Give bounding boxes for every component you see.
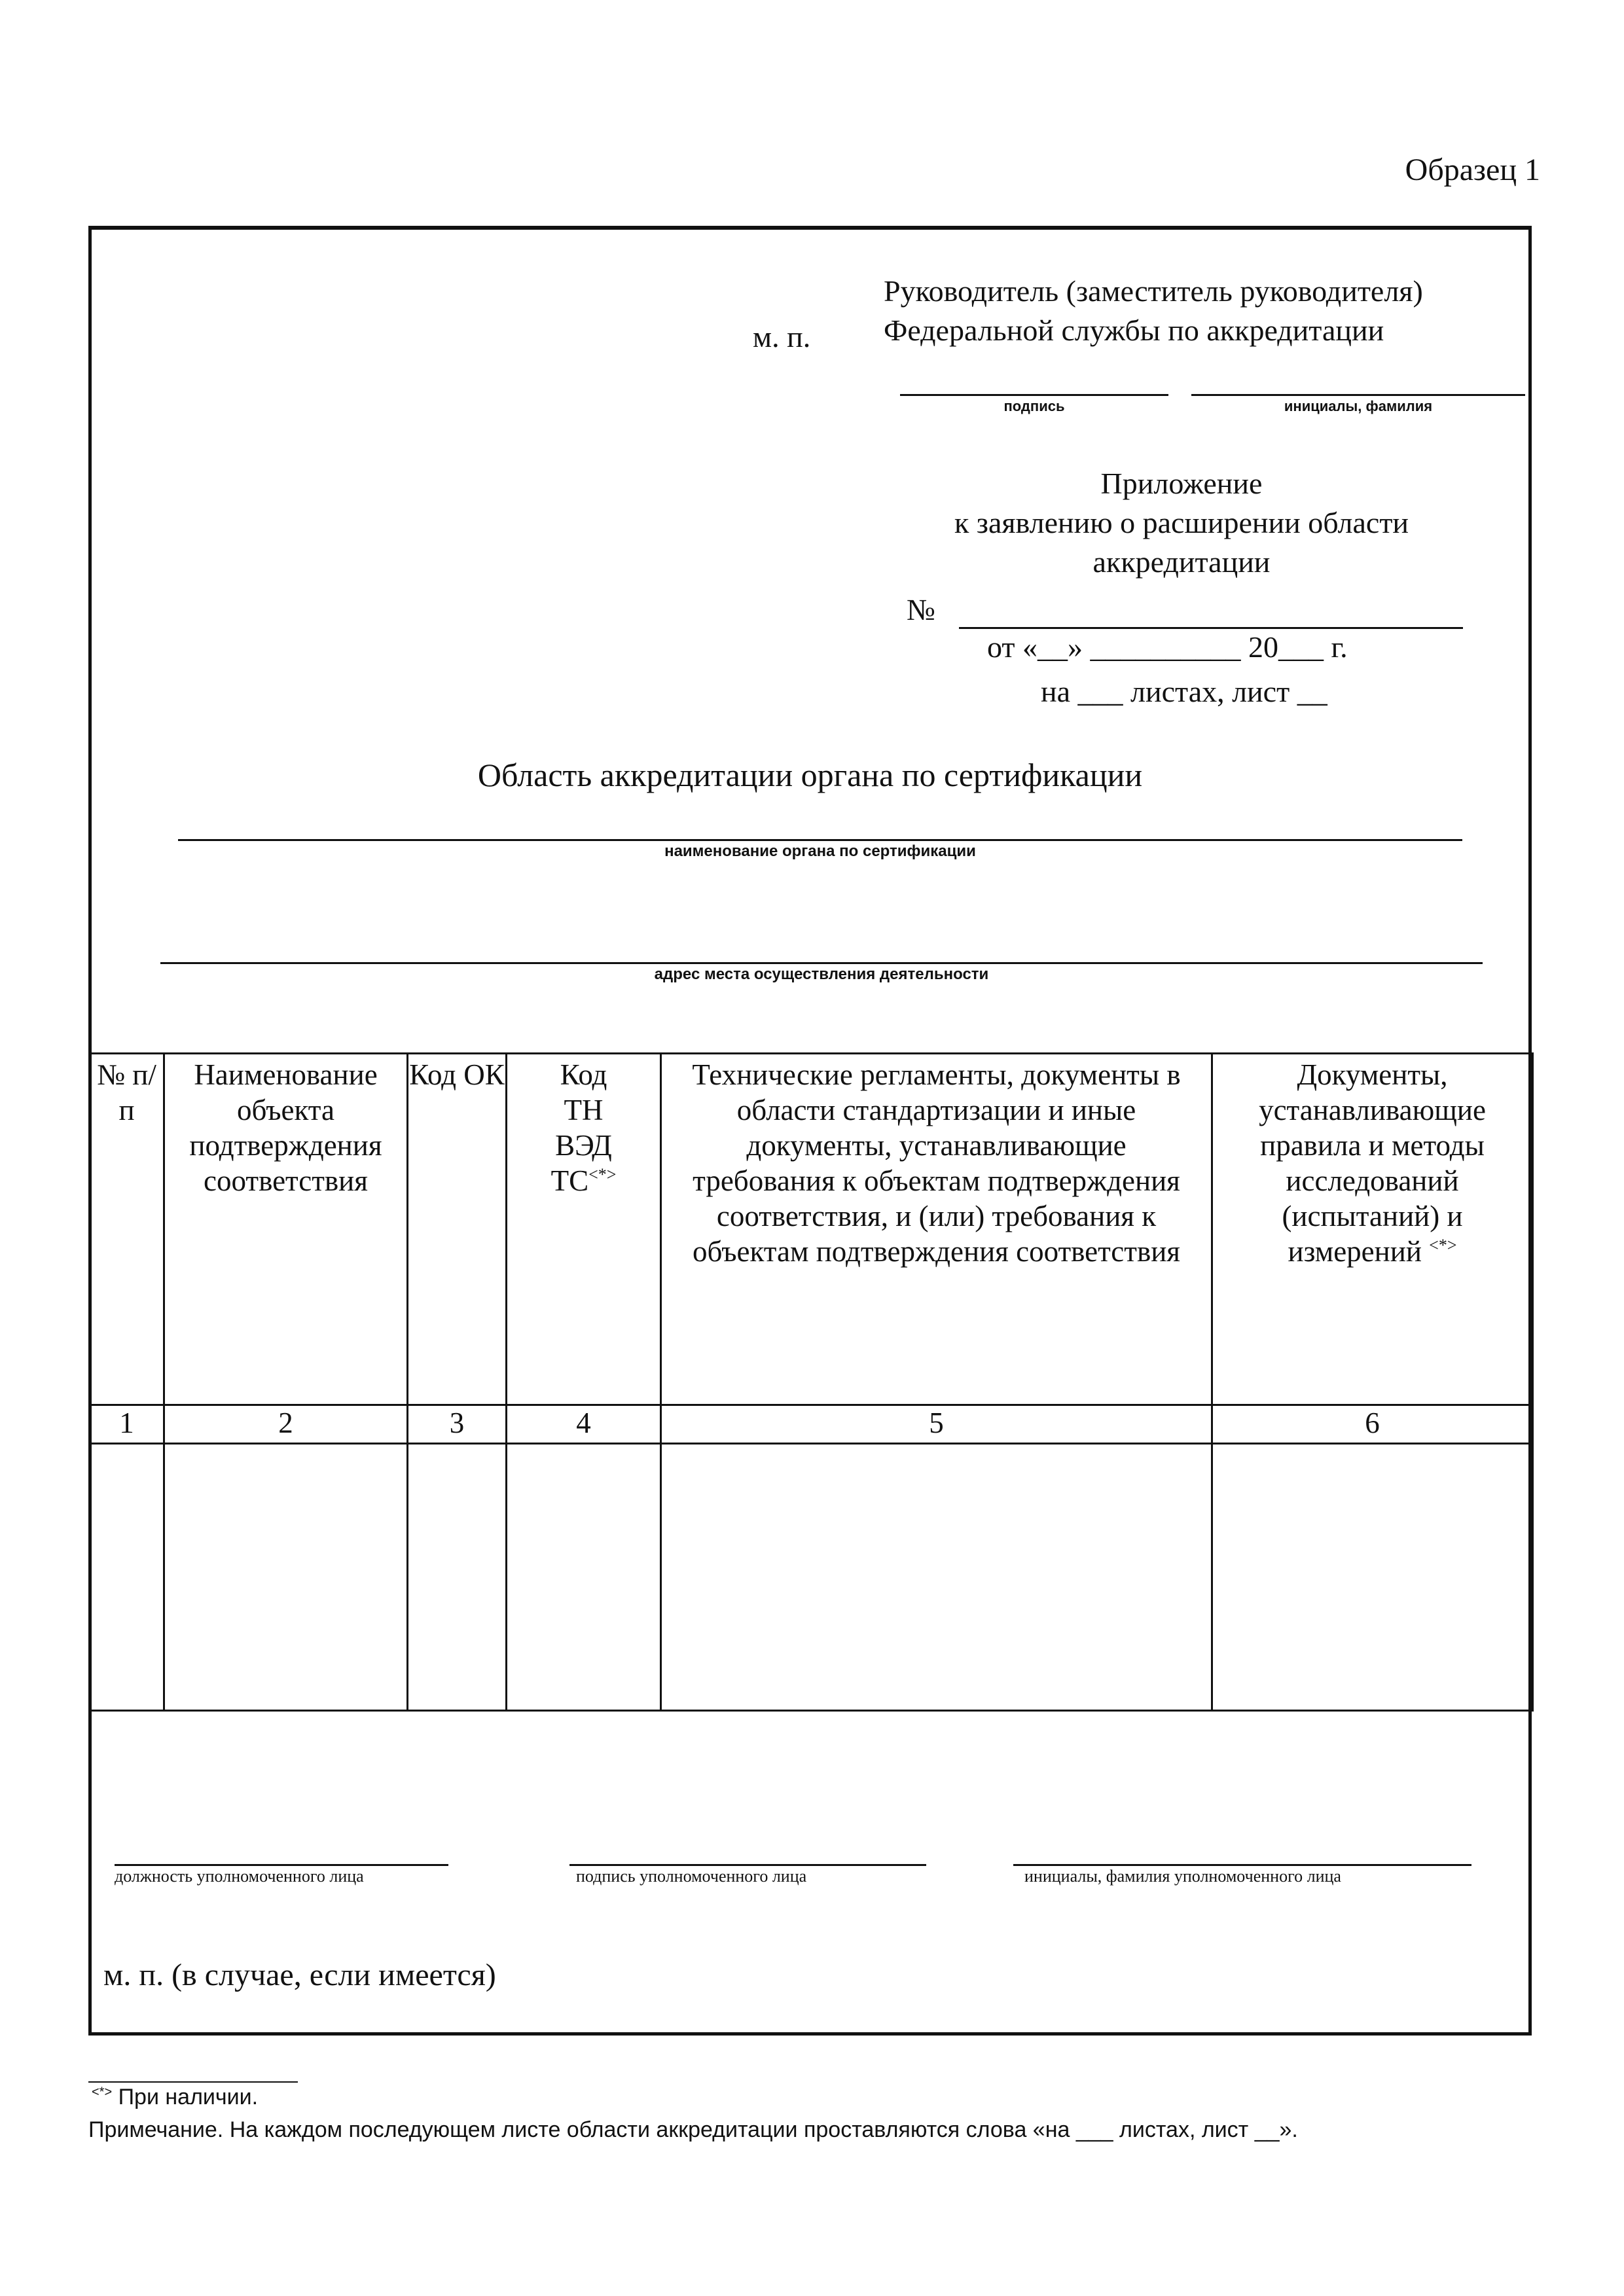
table-number-row: [90, 1405, 1533, 1444]
table-cell[interactable]: [661, 1444, 1212, 1711]
address-caption: адрес места осуществления деятельности: [654, 965, 989, 983]
initials-line: [1191, 394, 1525, 396]
column-number: 6: [1212, 1405, 1533, 1444]
seal-note: м. п. (в случае, если имеется): [103, 1958, 496, 1992]
number-label: №: [907, 593, 935, 626]
table-cell[interactable]: [408, 1444, 507, 1711]
header-number: № п/п: [90, 1054, 164, 1405]
column-number: 1: [90, 1405, 164, 1444]
column-number: 2: [164, 1405, 408, 1444]
column-number: 3: [408, 1405, 507, 1444]
authorized-signature-line: [569, 1864, 926, 1866]
org-name-caption: наименование органа по сертификации: [664, 842, 976, 860]
header-ok-code: Код ОК: [408, 1054, 507, 1405]
signature-caption: подпись: [1003, 398, 1065, 414]
scope-table: [88, 1052, 1534, 1712]
header-object-name: Наименование объекта подтверждения соответствия: [164, 1054, 408, 1405]
table-cell[interactable]: [1212, 1444, 1533, 1711]
table-header-row: [90, 1054, 1533, 1405]
org-name-line: [178, 839, 1462, 841]
table-row: [90, 1444, 1533, 1711]
footnote-1-text: При наличии.: [118, 2085, 259, 2109]
footnote-2: Примечание. На каждом последующем листе области аккредитации проставляются слова «на ___ листах, лист __».: [88, 2117, 1298, 2142]
approval-line-1: Руководитель (заместитель руководителя): [884, 274, 1423, 308]
authorized-initials-line: [1013, 1864, 1471, 1866]
date-line: от «__» __________ 20___ г.: [987, 630, 1348, 664]
number-line: [959, 627, 1463, 629]
position-line: [115, 1864, 448, 1866]
header-methods: Документы, устанавливающие правила и методы исследований (испытаний) и измерений <*>: [1212, 1054, 1533, 1405]
sample-label: Образец 1: [1405, 152, 1540, 187]
scope-title: Область аккредитации органа по сертификации: [477, 757, 1143, 793]
approval-line-2: Федеральной службы по аккредитации: [884, 314, 1384, 347]
address-line: [160, 962, 1483, 964]
footnote-marker: <*>: [1429, 1236, 1457, 1255]
table-cell[interactable]: [507, 1444, 661, 1711]
seal-mark: м. п.: [753, 320, 811, 353]
initials-caption: инициалы, фамилия: [1284, 398, 1433, 414]
header-tn-ved-code: Код ТН ВЭД ТС<*>: [507, 1054, 661, 1405]
table-cell[interactable]: [90, 1444, 164, 1711]
sheets-line: на ___ листах, лист __: [1041, 675, 1327, 708]
authorized-signature-caption: подпись уполномоченного лица: [576, 1867, 807, 1886]
signature-line: [900, 394, 1168, 396]
column-number: 4: [507, 1405, 661, 1444]
footnote-separator: [88, 2081, 298, 2083]
footnote-marker: <*>: [92, 2085, 113, 2100]
appendix-subtitle-1: к заявлению о расширении области: [954, 506, 1409, 539]
authorized-initials-caption: инициалы, фамилия уполномоченного лица: [1024, 1867, 1341, 1886]
footnote-marker: <*>: [588, 1165, 617, 1184]
table-cell[interactable]: [164, 1444, 408, 1711]
appendix-subtitle-2: аккредитации: [1092, 545, 1271, 579]
header-regulations: Технические регламенты, документы в области стандартизации и иные документы, устанавливающие требования к объектам подтверждения соответствия, и (или) требования к объектам подтверждения соответствия: [661, 1054, 1212, 1405]
column-number: 5: [661, 1405, 1212, 1444]
footnote-1: [92, 2085, 258, 2110]
position-caption: должность уполномоченного лица: [115, 1867, 364, 1886]
appendix-title: Приложение: [1100, 467, 1263, 500]
